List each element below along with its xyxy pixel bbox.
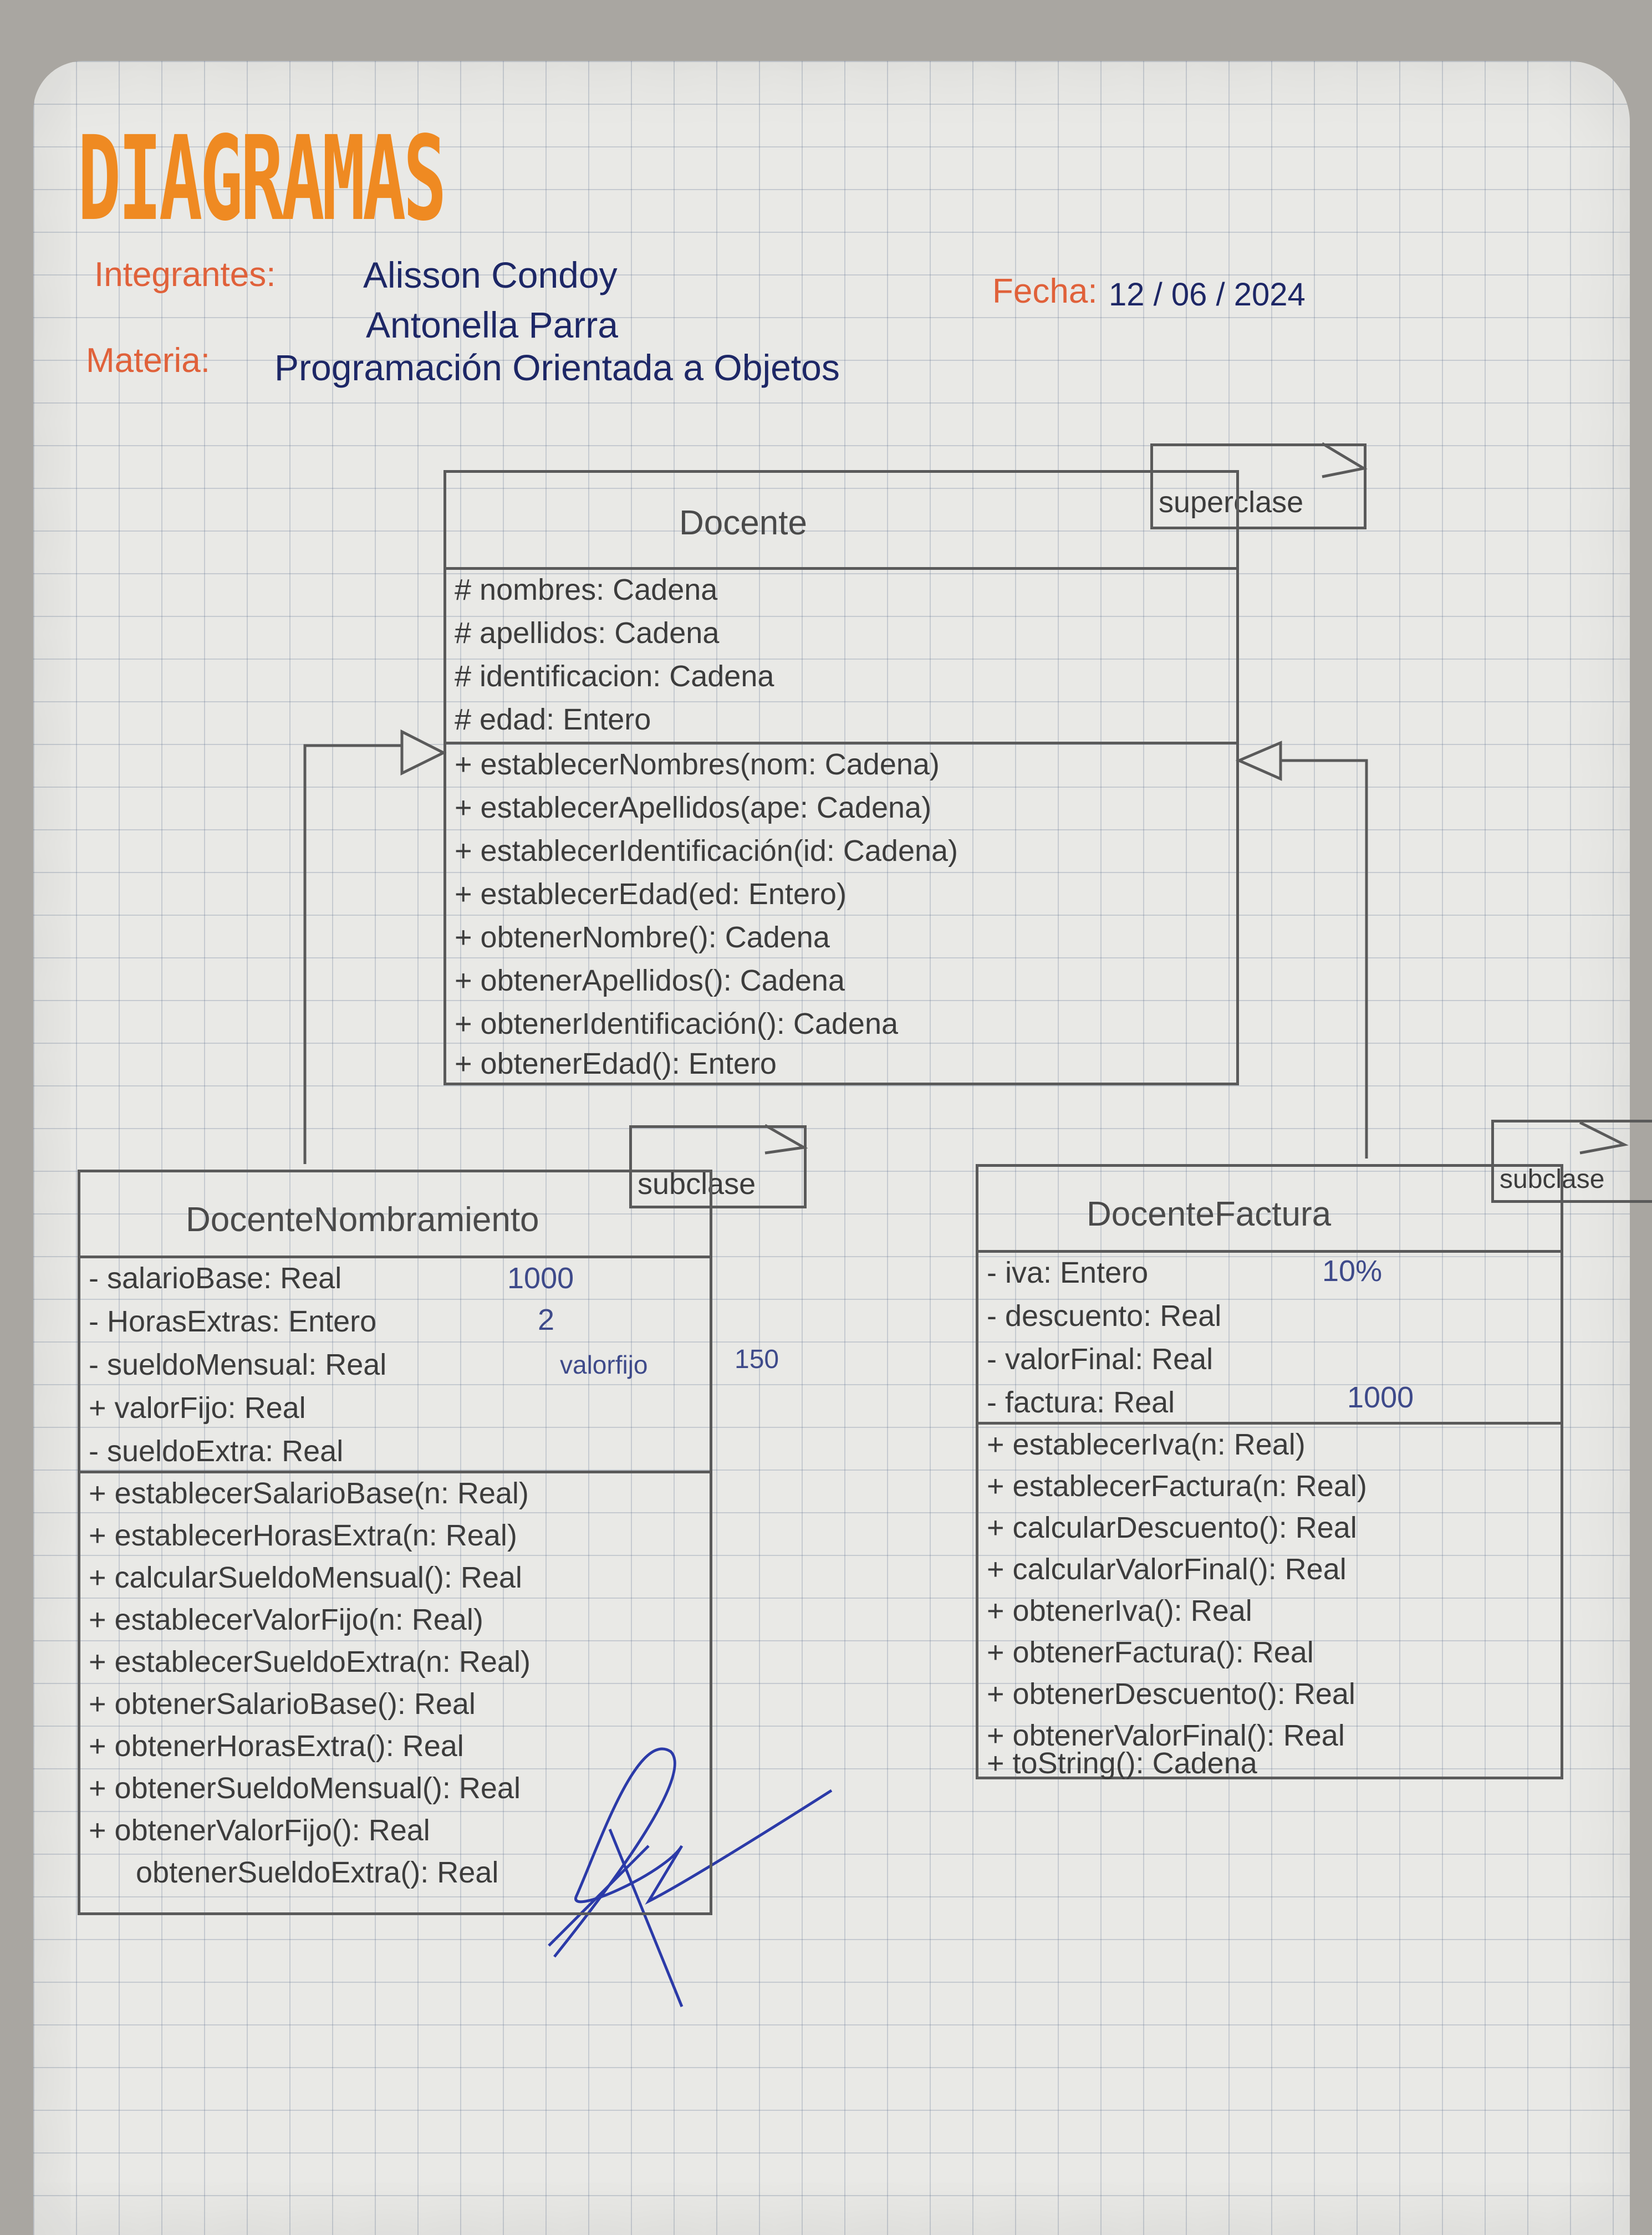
docente-attribute: # identificacion: Cadena bbox=[455, 660, 774, 693]
factura-attribute: - factura: Real bbox=[987, 1386, 1175, 1419]
fecha-value: 12 / 06 / 2024 bbox=[1109, 277, 1306, 313]
docente-method: + establecerApellidos(ape: Cadena) bbox=[455, 791, 932, 824]
docente-method: + establecerIdentificación(id: Cadena) bbox=[455, 834, 958, 868]
inheritance-arrowhead-right bbox=[1239, 743, 1281, 779]
integrantes-label: Integrantes: bbox=[94, 256, 276, 294]
nombramiento-method: + calcularSueldoMensual(): Real bbox=[89, 1561, 522, 1594]
fecha-label: Fecha: bbox=[992, 272, 1098, 310]
factura-attribute: - valorFinal: Real bbox=[987, 1343, 1213, 1376]
note-salario-base-value: 1000 bbox=[507, 1262, 574, 1295]
nombramiento-attribute: - sueldoMensual: Real bbox=[89, 1348, 387, 1381]
nombramiento-method: + establecerSalarioBase(n: Real) bbox=[89, 1477, 529, 1510]
nombramiento-method: + obtenerSueldoMensual(): Real bbox=[89, 1772, 521, 1805]
docente-method: + establecerEdad(ed: Entero) bbox=[455, 877, 847, 911]
materia-value: Programación Orientada a Objetos bbox=[274, 347, 840, 388]
factura-method: + establecerFactura(n: Real) bbox=[987, 1469, 1367, 1503]
nombramiento-method: + obtenerHorasExtra(): Real bbox=[89, 1729, 464, 1763]
superclass-tag-label: superclase bbox=[1159, 486, 1304, 519]
factura-method: + calcularDescuento(): Real bbox=[987, 1511, 1357, 1544]
integrante-1: Alisson Condoy bbox=[363, 254, 618, 295]
left-subclass-tag-label: subclase bbox=[638, 1167, 756, 1201]
docente-attribute: # apellidos: Cadena bbox=[455, 616, 720, 650]
note-iva-value: 10% bbox=[1322, 1254, 1383, 1288]
note-factura-value: 1000 bbox=[1347, 1381, 1414, 1414]
class-factura-divider-1 bbox=[978, 1250, 1561, 1253]
note-valor-fijo-amount: 150 bbox=[735, 1345, 779, 1374]
docente-method: + obtenerIdentificación(): Cadena bbox=[455, 1007, 899, 1040]
class-docente-name: Docente bbox=[679, 504, 807, 542]
inheritance-arrowhead-left bbox=[402, 732, 443, 773]
class-docente-factura bbox=[976, 1164, 1563, 1779]
materia-label: Materia: bbox=[86, 341, 210, 380]
nombramiento-method: + obtenerSalarioBase(): Real bbox=[89, 1687, 476, 1721]
docente-attribute: # edad: Entero bbox=[455, 703, 651, 736]
note-horas-extra-value: 2 bbox=[538, 1303, 555, 1336]
factura-method: + obtenerFactura(): Real bbox=[987, 1636, 1314, 1669]
class-docente-nombramiento-name: DocenteNombramiento bbox=[186, 1201, 539, 1239]
factura-method: + obtenerDescuento(): Real bbox=[987, 1677, 1355, 1711]
nombramiento-attribute: - HorasExtras: Entero bbox=[89, 1305, 377, 1338]
factura-attribute: - iva: Entero bbox=[987, 1256, 1149, 1289]
nombramiento-attribute: - salarioBase: Real bbox=[89, 1262, 342, 1295]
nombramiento-method: + obtenerValorFijo(): Real bbox=[89, 1814, 430, 1847]
nombramiento-method: + establecerHorasExtra(n: Real) bbox=[89, 1519, 517, 1552]
nombramiento-method: + establecerValorFijo(n: Real) bbox=[89, 1603, 483, 1636]
docente-method: + obtenerApellidos(): Cadena bbox=[455, 964, 845, 997]
class-docente bbox=[443, 470, 1239, 1085]
docente-method: + obtenerNombre(): Cadena bbox=[455, 921, 830, 954]
class-nombramiento-divider-1 bbox=[80, 1256, 710, 1258]
class-docente-divider-1 bbox=[446, 567, 1236, 570]
class-nombramiento-divider-2 bbox=[80, 1471, 710, 1473]
nombramiento-method: + establecerSueldoExtra(n: Real) bbox=[89, 1645, 531, 1678]
inheritance-line-left bbox=[305, 746, 402, 1164]
integrante-2: Antonella Parra bbox=[366, 304, 618, 345]
note-valor-fijo: valorfijo bbox=[560, 1350, 648, 1379]
class-factura-divider-2 bbox=[978, 1422, 1561, 1425]
docente-method: + obtenerEdad(): Entero bbox=[455, 1047, 777, 1080]
factura-attribute: - descuento: Real bbox=[987, 1299, 1222, 1333]
class-docente-factura-name: DocenteFactura bbox=[1087, 1195, 1332, 1233]
nombramiento-attribute: - sueldoExtra: Real bbox=[89, 1435, 344, 1468]
class-docente-divider-2 bbox=[446, 742, 1236, 744]
page-title: DIAGRAMAS bbox=[78, 111, 444, 247]
nombramiento-method: obtenerSueldoExtra(): Real bbox=[136, 1856, 499, 1889]
class-docente-nombramiento bbox=[78, 1170, 712, 1915]
nombramiento-attribute: + valorFijo: Real bbox=[89, 1391, 306, 1425]
factura-method: + obtenerIva(): Real bbox=[987, 1594, 1252, 1627]
factura-method: + toString(): Cadena bbox=[987, 1747, 1257, 1780]
inheritance-line-right bbox=[1281, 761, 1367, 1159]
docente-attribute: # nombres: Cadena bbox=[455, 573, 718, 606]
factura-method: + obtenerValorFinal(): Real bbox=[987, 1719, 1345, 1752]
right-subclass-tag-label: subclase bbox=[1500, 1165, 1605, 1194]
factura-method: + establecerIva(n: Real) bbox=[987, 1428, 1306, 1461]
factura-method: + calcularValorFinal(): Real bbox=[987, 1553, 1347, 1586]
docente-method: + establecerNombres(nom: Cadena) bbox=[455, 748, 940, 781]
